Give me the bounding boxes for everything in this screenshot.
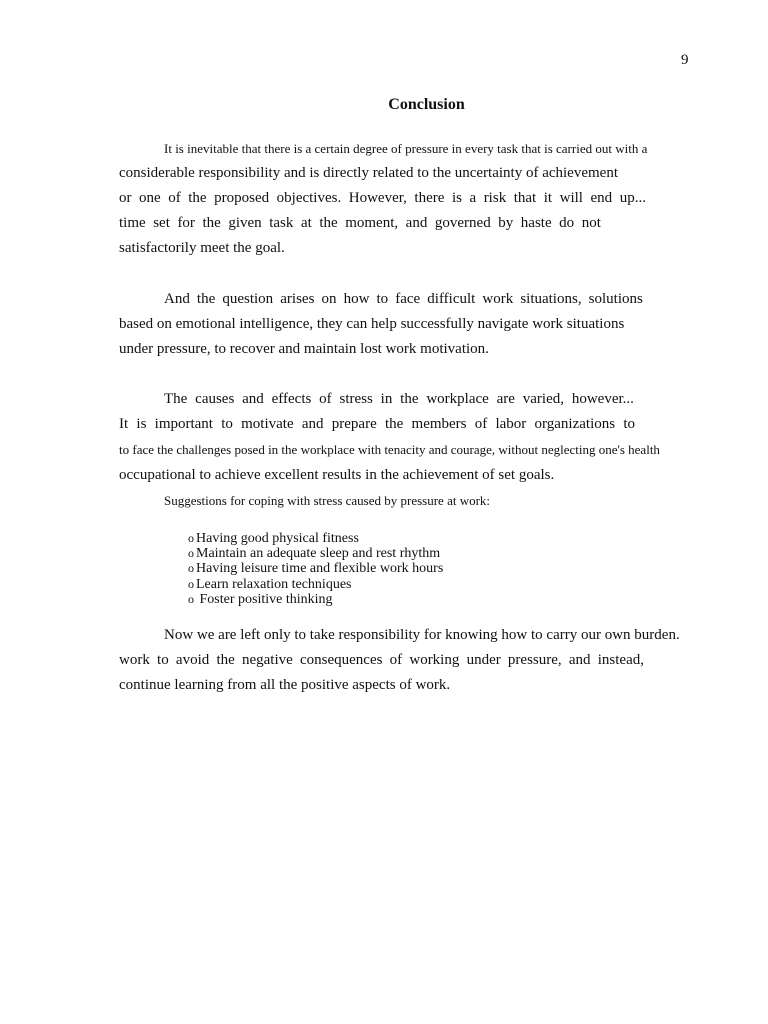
word: of (474, 416, 488, 432)
word: the (188, 190, 207, 206)
word: not (581, 215, 601, 231)
paragraph-2-line-3: under pressure, to recover and maintain lost work motivation. (119, 341, 489, 357)
paragraph-3-line-2 (119, 415, 635, 433)
word: the (319, 215, 338, 231)
word: of (319, 391, 332, 407)
list-item (188, 546, 443, 561)
word: under (466, 652, 501, 668)
word: However, (348, 190, 407, 206)
word: and (242, 391, 264, 407)
word: one (139, 190, 161, 206)
word: the (400, 391, 419, 407)
word: is (451, 190, 462, 206)
word: and (301, 416, 324, 432)
word: It (119, 416, 129, 432)
page-number: 9 (681, 52, 689, 68)
paragraph-2-line-1 (164, 290, 643, 308)
page-title: Conclusion (388, 96, 465, 113)
word: situations, (520, 291, 582, 307)
word: difficult (427, 291, 476, 307)
word: risk (483, 190, 507, 206)
word: work (482, 291, 514, 307)
paragraph-1-line-5: satisfactorily meet the goal. (119, 240, 285, 256)
bullet-icon: o (188, 561, 194, 576)
word: it (543, 190, 553, 206)
word: avoid (175, 652, 210, 668)
word: the (196, 291, 216, 307)
word: solutions (588, 291, 643, 307)
word: will (559, 190, 583, 206)
list-item-text: Having good physical fitness (196, 531, 359, 546)
list-item-text: Having leisure time and flexible work hours (196, 561, 444, 577)
word: prepare (331, 416, 377, 432)
paragraph-2-line-2: based on emotional intelligence, they can help successfully navigate work situations (119, 316, 625, 332)
word: to (221, 416, 233, 432)
word: stress (339, 391, 373, 407)
word: by (498, 215, 514, 231)
list-item (188, 592, 443, 607)
word: the (384, 416, 404, 432)
word: The (164, 391, 188, 407)
word: varied, (522, 391, 564, 407)
list-item-text: Foster positive thinking (196, 591, 333, 607)
suggestions-intro: Suggestions for coping with stress caused by pressure at work: (164, 493, 491, 508)
list-item (188, 577, 443, 592)
bullet-icon: o (188, 576, 194, 591)
word: haste (520, 215, 552, 231)
bullet-icon: o (188, 546, 194, 561)
word: consequences (299, 652, 383, 668)
word: labor (495, 416, 527, 432)
word: or (119, 190, 132, 206)
list-item-text: Learn relaxation techniques (196, 576, 352, 592)
word: organizations (534, 416, 616, 432)
word: on (321, 291, 337, 307)
word: instead, (597, 652, 644, 668)
word: important (154, 416, 213, 432)
word: question (222, 291, 274, 307)
word: effects (271, 391, 312, 407)
paragraph-3-line-4: occupational to achieve excellent results in the achievement of set goals. (119, 467, 555, 483)
word: members (411, 416, 467, 432)
suggestions-list (188, 531, 443, 607)
word: governed (434, 215, 491, 231)
word: and (405, 215, 428, 231)
word: time (119, 215, 146, 231)
word: of (168, 190, 181, 206)
list-item-text: Maintain an adequate sleep and rest rhythm (196, 546, 441, 562)
word: objectives. (276, 190, 342, 206)
word: And (164, 291, 190, 307)
word: negative (241, 652, 293, 668)
word: pressure, (507, 652, 562, 668)
word: set (153, 215, 170, 231)
word: end (590, 190, 613, 206)
word: of (389, 652, 403, 668)
word: causes (195, 391, 235, 407)
list-item (188, 561, 443, 576)
word: at (300, 215, 312, 231)
paragraph-1-line-1: It is inevitable that there is a certain degree of pressure in every task that is carried out with a (164, 141, 648, 156)
word: up... (619, 190, 646, 206)
word: task (269, 215, 294, 231)
paragraph-1-line-2: considerable responsibility and is directly related to the uncertainty of achievement (119, 165, 618, 181)
word: to (623, 416, 635, 432)
word: motivate (241, 416, 294, 432)
bullet-icon: o (188, 591, 194, 606)
word: workplace (426, 391, 489, 407)
word: to (157, 652, 169, 668)
word: how (343, 291, 370, 307)
word: for (177, 215, 195, 231)
word: the (202, 215, 221, 231)
word: proposed (214, 190, 270, 206)
paragraph-1-line-4 (119, 214, 601, 232)
word: and (568, 652, 591, 668)
paragraph-3-line-3: to face the challenges posed in the workplace with tenacity and courage, without neglecting one's health (119, 442, 660, 457)
word: are (496, 391, 515, 407)
word: a (469, 190, 477, 206)
word: is (136, 416, 147, 432)
bullet-icon: o (188, 531, 194, 545)
paragraph-4-line-3: continue learning from all the positive aspects of work. (119, 677, 451, 693)
word: face (395, 291, 421, 307)
word: moment, (345, 215, 399, 231)
word: that (513, 190, 537, 206)
word: the (216, 652, 235, 668)
word: to (376, 291, 389, 307)
word: given (228, 215, 262, 231)
word: work (119, 652, 150, 668)
word: in (380, 391, 393, 407)
word: there (414, 190, 445, 206)
word: arises (280, 291, 315, 307)
word: do (559, 215, 575, 231)
paragraph-1-line-3 (119, 189, 646, 207)
paragraph-4-line-2 (119, 651, 644, 669)
paragraph-4-line-1: Now we are left only to take responsibility for knowing how to carry our own burden. (164, 627, 680, 643)
list-item (188, 531, 443, 546)
word: however... (571, 391, 634, 407)
paragraph-3-line-1 (164, 390, 634, 408)
word: working (409, 652, 460, 668)
